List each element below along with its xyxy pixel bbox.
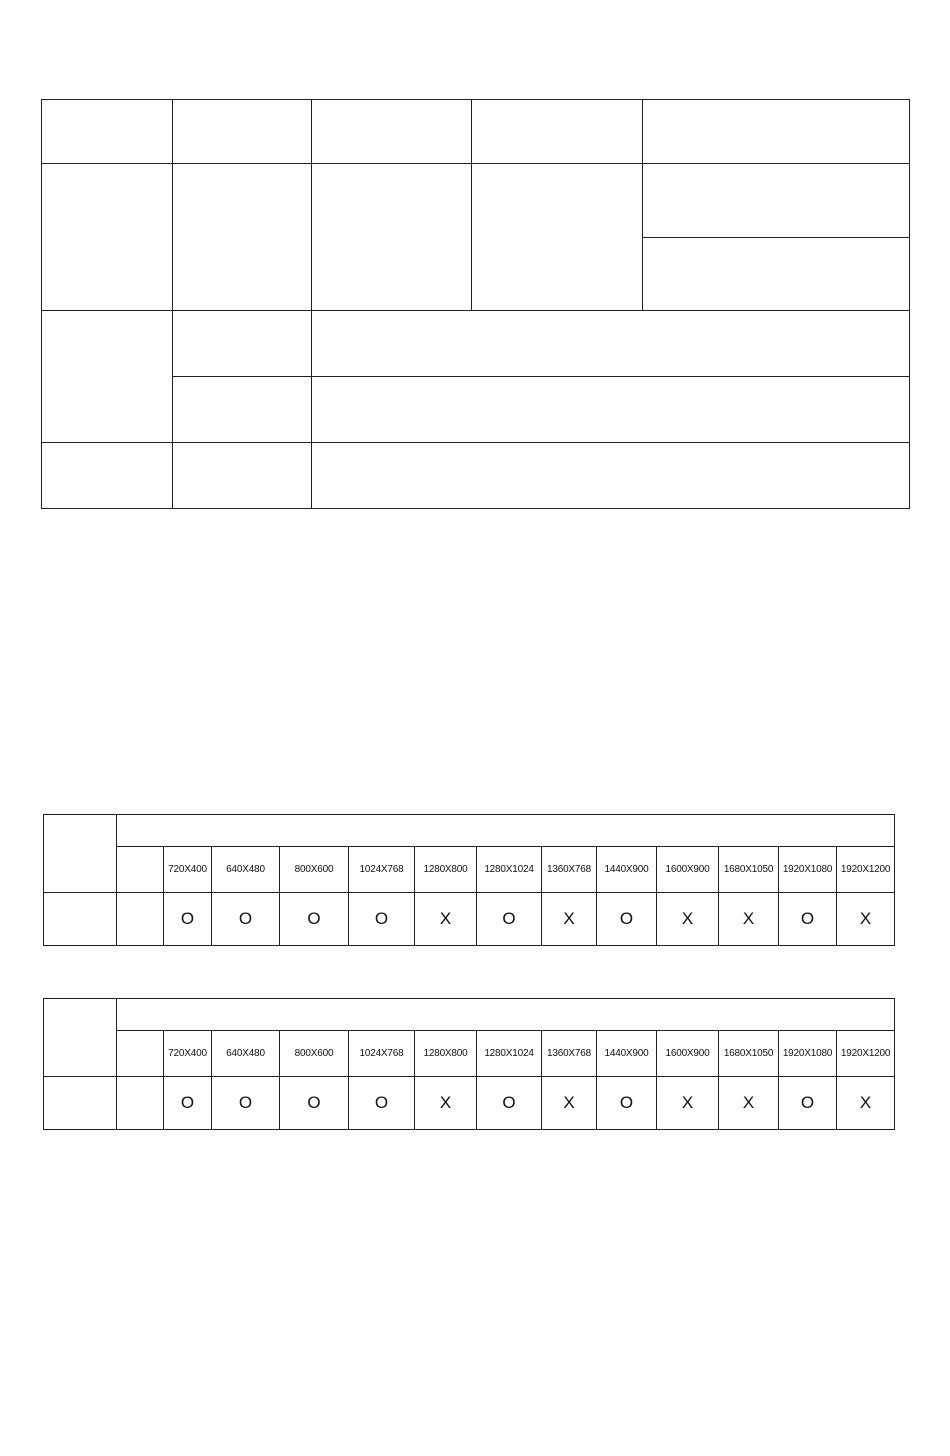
- resolution-header: 1024X768: [349, 1031, 415, 1077]
- support-mark: O: [477, 893, 542, 946]
- resolution-header: 1920X1200: [837, 847, 895, 893]
- support-mark: O: [164, 893, 212, 946]
- resolution-header: 720X400: [164, 1031, 212, 1077]
- support-mark: X: [542, 1077, 597, 1130]
- resolution-header: 1920X1080: [779, 847, 837, 893]
- support-mark: X: [542, 893, 597, 946]
- resolution-header: 1920X1200: [837, 1031, 895, 1077]
- resolution-header: 1360X768: [542, 1031, 597, 1077]
- blank-header-cell: [117, 847, 164, 893]
- resolution-header: 1680X1050: [719, 847, 779, 893]
- support-mark: O: [779, 1077, 837, 1130]
- resolution-header: 1920X1080: [779, 1031, 837, 1077]
- support-mark: O: [212, 893, 280, 946]
- resolution-header: 800X600: [280, 847, 349, 893]
- spec-cell: [472, 164, 643, 311]
- spec-cell: [173, 377, 312, 443]
- support-mark: X: [657, 893, 719, 946]
- spec-cell: [42, 100, 173, 164]
- support-mark: X: [415, 893, 477, 946]
- spec-cell: [472, 100, 643, 164]
- support-mark: X: [837, 1077, 895, 1130]
- spec-cell: [312, 164, 472, 311]
- spec-cell: [173, 311, 312, 377]
- resolution-header: 1680X1050: [719, 1031, 779, 1077]
- spec-cell: [643, 100, 910, 164]
- resolution-header: 800X600: [280, 1031, 349, 1077]
- spec-cell: [42, 443, 173, 509]
- support-mark: X: [837, 893, 895, 946]
- support-mark: O: [349, 1077, 415, 1130]
- spec-cell: [42, 164, 173, 311]
- row-label-cell: [44, 893, 117, 946]
- blank-cell: [117, 1077, 164, 1130]
- support-mark: X: [415, 1077, 477, 1130]
- resolution-header: 1600X900: [657, 847, 719, 893]
- resolution-table: [43, 998, 895, 1130]
- spec-cell: [643, 164, 910, 238]
- support-mark: O: [779, 893, 837, 946]
- resolution-header: 720X400: [164, 847, 212, 893]
- support-mark: O: [349, 893, 415, 946]
- spec-cell: [173, 100, 312, 164]
- spec-cell: [312, 100, 472, 164]
- spec-cell: [312, 311, 910, 377]
- group-header-cell: [117, 999, 895, 1031]
- resolution-header: 640X480: [212, 847, 280, 893]
- support-mark: X: [719, 893, 779, 946]
- support-mark: X: [657, 1077, 719, 1130]
- spec-cell: [173, 443, 312, 509]
- resolution-header: 1360X768: [542, 847, 597, 893]
- spec-cell: [312, 443, 910, 509]
- support-mark: O: [597, 1077, 657, 1130]
- resolution-header: 1440X900: [597, 847, 657, 893]
- support-mark: O: [280, 1077, 349, 1130]
- blank-cell: [117, 893, 164, 946]
- resolution-header: 1024X768: [349, 847, 415, 893]
- corner-cell: [44, 999, 117, 1077]
- resolution-header: 1600X900: [657, 1031, 719, 1077]
- spec-cell: [173, 164, 312, 311]
- support-mark: O: [212, 1077, 280, 1130]
- row-label-cell: [44, 1077, 117, 1130]
- spec-cell: [42, 311, 173, 443]
- resolution-header: 1280X800: [415, 1031, 477, 1077]
- blank-header-cell: [117, 1031, 164, 1077]
- resolution-header: 1280X800: [415, 847, 477, 893]
- support-mark: O: [280, 893, 349, 946]
- resolution-header: 1280X1024: [477, 1031, 542, 1077]
- resolution-header: 640X480: [212, 1031, 280, 1077]
- group-header-cell: [117, 815, 895, 847]
- spec-table: [41, 99, 910, 509]
- support-mark: X: [719, 1077, 779, 1130]
- support-mark: O: [164, 1077, 212, 1130]
- support-mark: O: [597, 893, 657, 946]
- spec-cell: [643, 238, 910, 311]
- spec-cell: [312, 377, 910, 443]
- resolution-header: 1440X900: [597, 1031, 657, 1077]
- resolution-table: [43, 814, 895, 946]
- support-mark: O: [477, 1077, 542, 1130]
- corner-cell: [44, 815, 117, 893]
- resolution-header: 1280X1024: [477, 847, 542, 893]
